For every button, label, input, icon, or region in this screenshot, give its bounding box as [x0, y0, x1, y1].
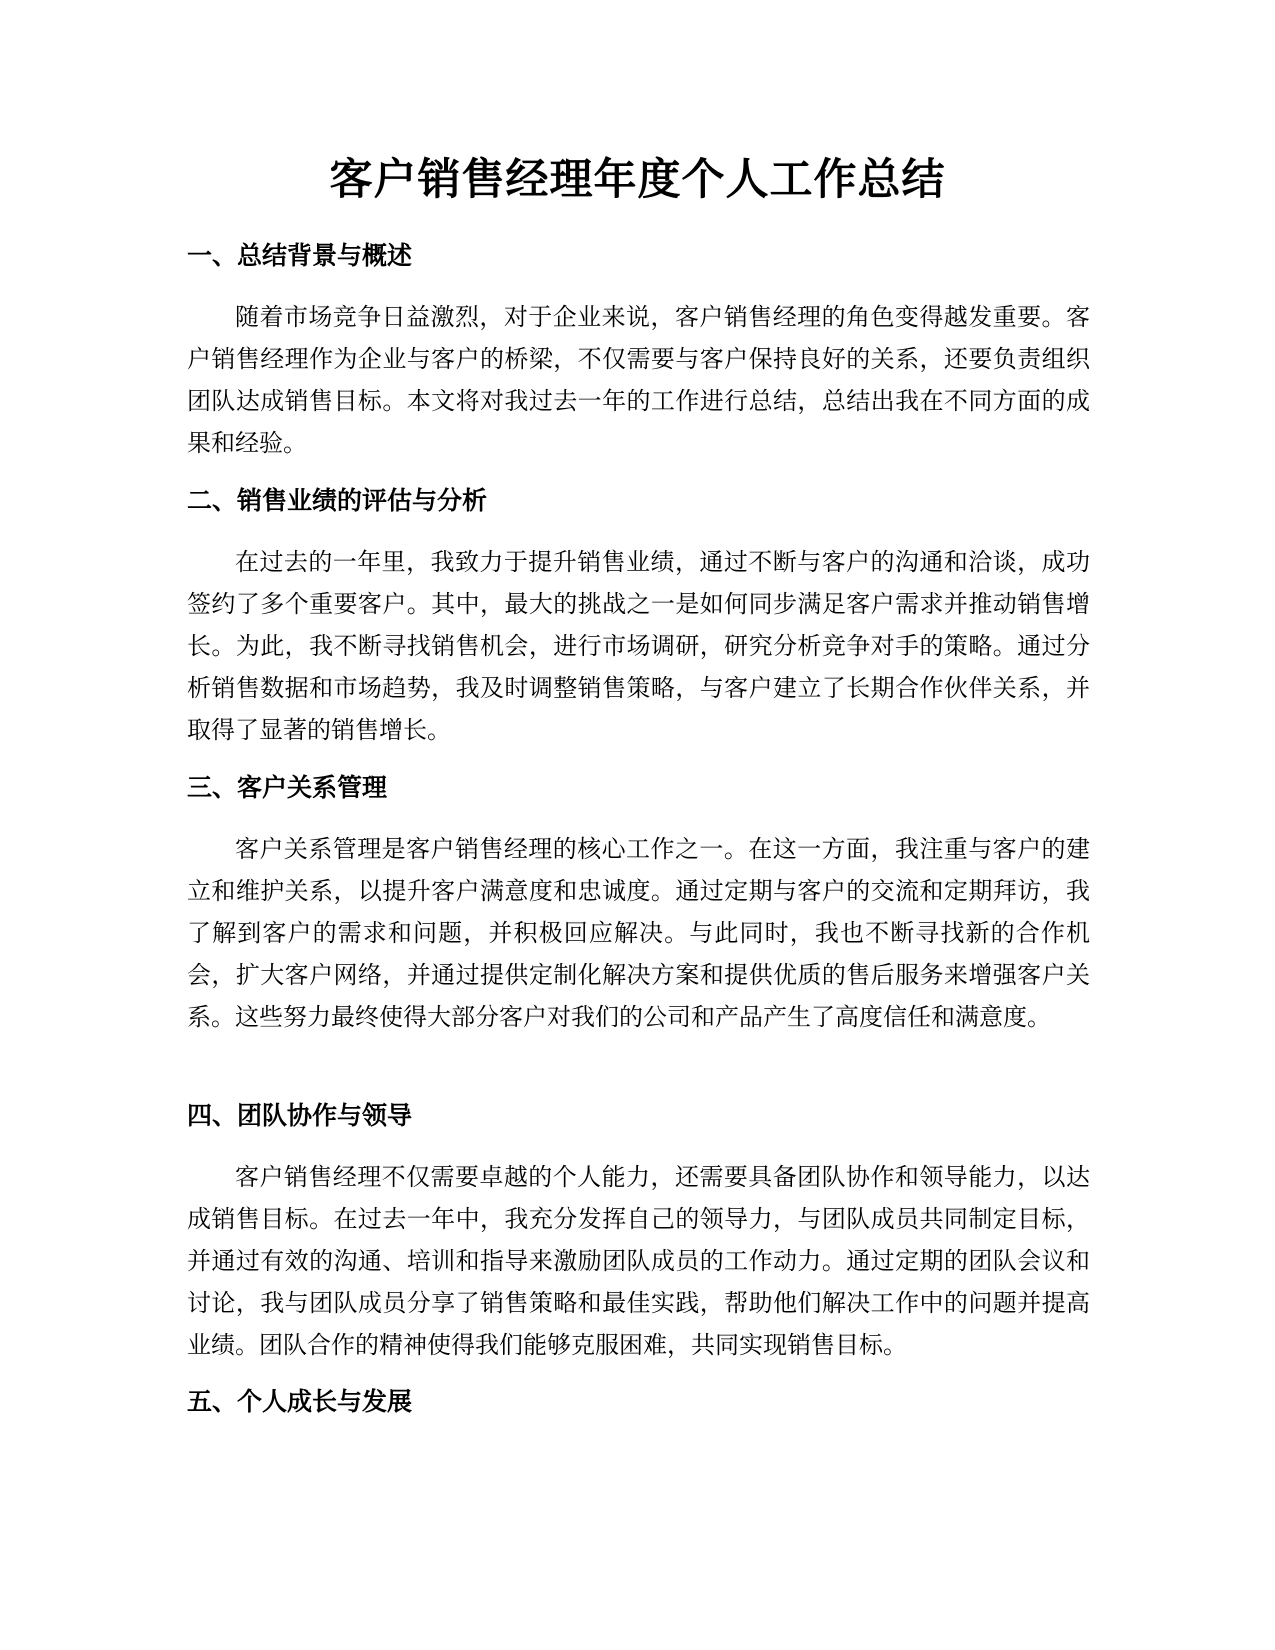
- section-2: [187, 483, 1090, 751]
- section-3: [187, 770, 1090, 1038]
- section-paragraph: 客户关系管理是客户销售经理的核心工作之一。在这一方面，我注重与客户的建立和维护关系，以提升客户满意度和忠诚度。通过定期与客户的交流和定期拜访，我了解到客户的需求和问题，并积极回应解决。与此同时，我也不断寻找新的合作机会，扩大客户网络，并通过提供定制化解决方案和提供优质的售后服务来增强客户关系。这些努力最终使得大部分客户对我们的公司和产品产生了高度信任和满意度。: [187, 835, 1090, 1031]
- section-heading: 三、客户关系管理: [187, 773, 388, 802]
- document-title: 客户销售经理年度个人工作总结: [329, 155, 946, 205]
- section-1: [187, 238, 1090, 464]
- section-heading: 二、销售业绩的评估与分析: [187, 486, 488, 515]
- section-4: [187, 1098, 1090, 1366]
- section-paragraph: 随着市场竞争日益激烈，对于企业来说，客户销售经理的角色变得越发重要。客户销售经理作为企业与客户的桥梁，不仅需要与客户保持良好的关系，还要负责组织团队达成销售目标。本文将对我过去一年的工作进行总结，总结出我在不同方面的成果和经验。: [187, 303, 1090, 457]
- section-paragraph: 客户销售经理不仅需要卓越的个人能力，还需要具备团队协作和领导能力，以达成销售目标。在过去一年中，我充分发挥自己的领导力，与团队成员共同制定目标，并通过有效的沟通、培训和指导来激励团队成员的工作动力。通过定期的团队会议和讨论，我与团队成员分享了销售策略和最佳实践，帮助他们解决工作中的问题并提高业绩。团队合作的精神使得我们能够克服困难，共同实现销售目标。: [187, 1163, 1090, 1359]
- section-5: [187, 1384, 1090, 1420]
- section-heading: 五、个人成长与发展: [187, 1387, 413, 1416]
- section-paragraph: 在过去的一年里，我致力于提升销售业绩，通过不断与客户的沟通和洽谈，成功签约了多个重要客户。其中，最大的挑战之一是如何同步满足客户需求并推动销售增长。为此，我不断寻找销售机会，进行市场调研，研究分析竞争对手的策略。通过分析销售数据和市场趋势，我及时调整销售策略，与客户建立了长期合作伙伴关系，并取得了显著的销售增长。: [187, 548, 1090, 744]
- section-heading: 一、总结背景与概述: [187, 241, 413, 270]
- section-heading: 四、团队协作与领导: [187, 1101, 413, 1130]
